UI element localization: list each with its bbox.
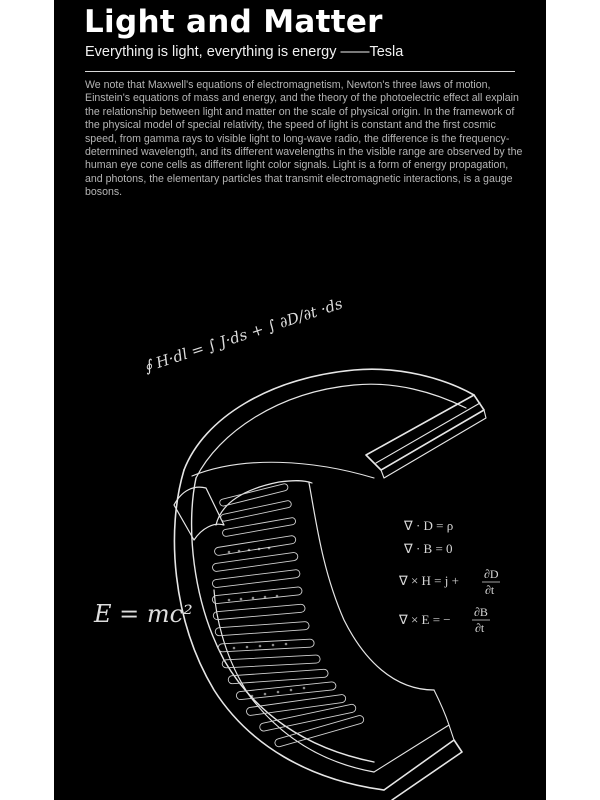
description-paragraph: We note that Maxwell's equations of electromagnetism, Newton's three laws of motion, Einstein's equations of mass and energy, and the theory of the photoelectric effect all explain the relationship between light and matter on the scale of physical origin. In the framework of the physical model of special relativity, the speed of light is constant and the first cosmic speed, from gamma rays to visible light to long-wave radio, the difference is the frequency-determined wavelength, and its different wavelengths in the visible range are observed by the human eye cone cells as different light color signals. Light is a form of energy propagation, and photons, the elementary particles that transmit electromagnetic interactions, is a gauge bosons. <box>85 79 523 199</box>
gauss-magnetism: ∇ · B = 0 <box>404 541 453 556</box>
led-row <box>222 517 296 537</box>
led-row <box>213 604 305 620</box>
led-mask-illustration <box>54 0 546 800</box>
c-body-outer <box>174 470 384 790</box>
ampere-maxwell-lhs: ∇ × H = j + <box>399 573 459 588</box>
page-title: Light and Matter <box>84 4 383 40</box>
led-row <box>220 500 292 522</box>
ampere-numerator: ∂D <box>484 567 499 581</box>
gauss-law: ∇ · D = ρ <box>404 518 454 533</box>
led-row <box>212 587 302 604</box>
faraday-denominator: ∂t <box>475 621 485 635</box>
poster-panel <box>54 0 546 800</box>
handwritten-integral-equation: ∮ H·dl = ∫ J·ds + ∫ ∂D/∂t ·ds <box>141 294 345 376</box>
handwritten-emc2: E = mc² <box>94 600 193 628</box>
cover-underside <box>192 462 374 478</box>
led-row <box>218 639 314 652</box>
joint <box>174 487 224 540</box>
led-row <box>228 669 328 684</box>
maxwell-equations <box>398 518 500 635</box>
led-row <box>214 535 296 556</box>
led-row <box>212 552 298 572</box>
tesla-quote: Everything is light, everything is energy ——Tesla <box>85 44 404 60</box>
led-row <box>215 621 309 636</box>
ampere-denominator: ∂t <box>485 583 495 597</box>
inner-panel <box>216 481 312 525</box>
led-row <box>222 655 320 668</box>
led-dots <box>228 547 306 698</box>
faraday-lhs: ∇ × E = − <box>399 612 451 627</box>
bottom-endcap <box>384 740 462 800</box>
led-row <box>212 569 300 588</box>
faraday-numerator: ∂B <box>474 605 488 619</box>
